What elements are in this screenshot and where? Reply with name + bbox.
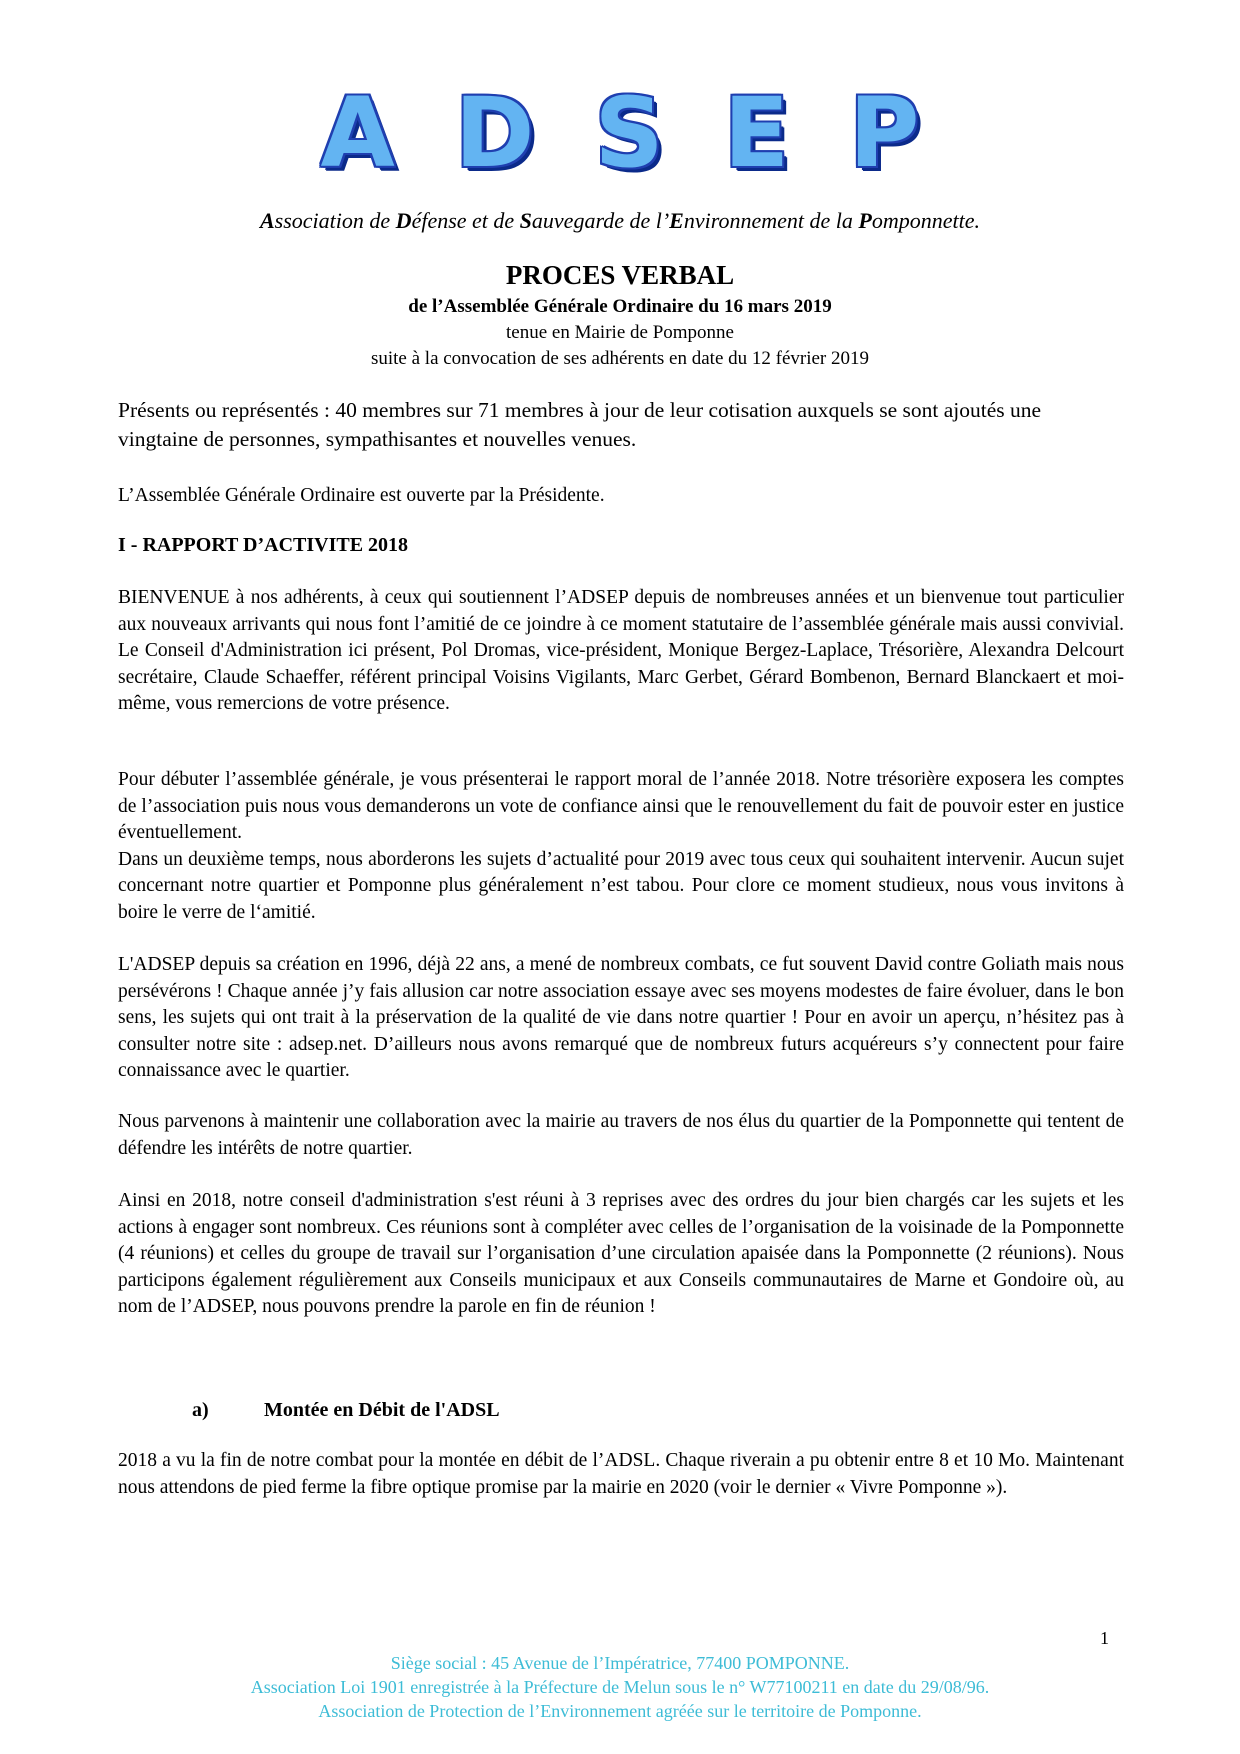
- assoc-part: nvironnement de la: [683, 208, 859, 233]
- adsl-paragraph: 2018 a vu la fin de notre combat pour la montée en débit de l’ADSL. Chaque riverain a pu obtenir entre 8 et 10 Mo. Maintenant nous attendons de pied ferme la fibre optique promise par la mairie en 2020 (voir le dernier « Vivre Pomponne »).: [118, 1450, 1124, 1498]
- document-subtitle: de l’Assemblée Générale Ordinaire du 16 mars 2019: [408, 296, 832, 317]
- assoc-part: ssociation de: [274, 208, 396, 233]
- meetings-paragraph: Ainsi en 2018, notre conseil d'administration s'est réuni à 3 reprises avec des ordres du jour bien chargés car les sujets et les actions à engager sont nombreux. Ces réunions sont à compléter avec celles de l’organisation de la voisinade de la Pomponnette (4 réunions) et celles du groupe de travail sur l’organisation d’une circulation apaisée dans la Pomponnette (2 réunions). Nous participons également régulièrement aux Conseils municipaux et aux Conseils communautaires de Marne et Gondoire où, au nom de l’ADSEP, nous pouvons prendre la parole en fin de réunion !: [118, 1190, 1124, 1317]
- attendance-paragraph: Présents ou représentés : 40 membres sur 71 membres à jour de leur cotisation auxquels se sont ajoutés une vingtaine de personnes, sympathisantes et nouvelles venues.: [118, 398, 1042, 451]
- agenda-paragraph: Pour débuter l’assemblée générale, je vous présenterai le rapport moral de l’année 2018. Notre trésorière exposera les comptes de l’association puis nous vous demanderons un vote de confiance ainsi que le renouvellement du fait de pouvoir ester en justice éventuellement. Dans un deuxième temps, nous aborderons les sujets d’actualité pour 2019 avec tous ceux qui souhaitent intervenir. Aucun sujet concernant notre quartier et Pomponne plus généralement n’est tabou. Pour clore ce moment studieux, nous vous invitons à boire le verre de l‘amitié.: [118, 769, 1124, 923]
- assoc-part: éfense et de: [411, 208, 520, 233]
- history-paragraph: L'ADSEP depuis sa création en 1996, déjà 22 ans, a mené de nombreux combats, ce fut souvent David contre Goliath mais nous persévérons ! Chaque année j’y fais allusion car notre association essaye avec ses moyens modestes de faire évoluer, dans le bon sens, les sujets qui ont trait à la préservation de la qualité de vie dans notre quartier ! Pour en avoir un aperçu, n’hésitez pas à consulter notre site : adsep.net. D’ailleurs nous avons remarqué que de nombreux futurs acquéreurs s’y connectent pour faire connaissance avec le quartier.: [118, 954, 1124, 1081]
- meeting-location: tenue en Mairie de Pomponne: [506, 322, 734, 343]
- section-heading: I - RAPPORT D’ACTIVITE 2018: [118, 534, 409, 556]
- convocation-date: suite à la convocation de ses adhérents en date du 12 février 2019: [370, 348, 870, 369]
- collaboration-paragraph: Nous parvenons à maintenir une collaboration avec la mairie au travers de nos élus du quartier de la Pomponnette qui tentent de défendre les intérêts de notre quartier.: [118, 1111, 1124, 1159]
- footer-accreditation: Association de Protection de l’Environnement agréée sur le territoire de Pomponne.: [318, 1701, 922, 1721]
- document-title: PROCES VERBAL: [505, 260, 735, 290]
- subsection-number: a): [192, 1399, 209, 1421]
- opening-paragraph: L’Assemblée Générale Ordinaire est ouverte par la Présidente.: [118, 485, 605, 506]
- welcome-paragraph: BIENVENUE à nos adhérents, à ceux qui soutiennent l’ADSEP depuis de nombreuses années et un bienvenue tout particulier aux nouveaux arrivants qui nous font l’amitié de ce joindre à ce moment statutaire de l’assemblée générale mais aussi convivial. Le Conseil d'Administration ici présent, Pol Dromas, vice-président, Monique Bergez-Laplace, Trésorière, Alexandra Delcourt secrétaire, Claude Schaeffer, référent principal Voisins Vigilants, Marc Gerbet, Gérard Bombenon, Bernard Blanckaert et moi-même, vous remercions de votre présence.: [118, 587, 1124, 714]
- page-number: 1: [1100, 1628, 1109, 1648]
- footer-registration: Association Loi 1901 enregistrée à la Préfecture de Melun sous le n° W77100211 en date du 29/08/96.: [250, 1677, 990, 1697]
- footer-address: Siège social : 45 Avenue de l’Impératrice, 77400 POMPONNE.: [390, 1653, 850, 1673]
- assoc-part: omponnette.: [871, 208, 980, 233]
- association-name: [0, 207, 1240, 235]
- assoc-part: E: [669, 208, 684, 233]
- adsep-logo: ADSEP: [320, 77, 980, 189]
- assoc-part: A: [259, 208, 275, 233]
- assoc-part: D: [395, 208, 412, 233]
- assoc-part: P: [858, 208, 872, 233]
- assoc-part: auvegarde de l’: [531, 208, 670, 233]
- subsection-title: Montée en Débit de l'ADSL: [264, 1399, 500, 1421]
- assoc-part: S: [519, 208, 532, 233]
